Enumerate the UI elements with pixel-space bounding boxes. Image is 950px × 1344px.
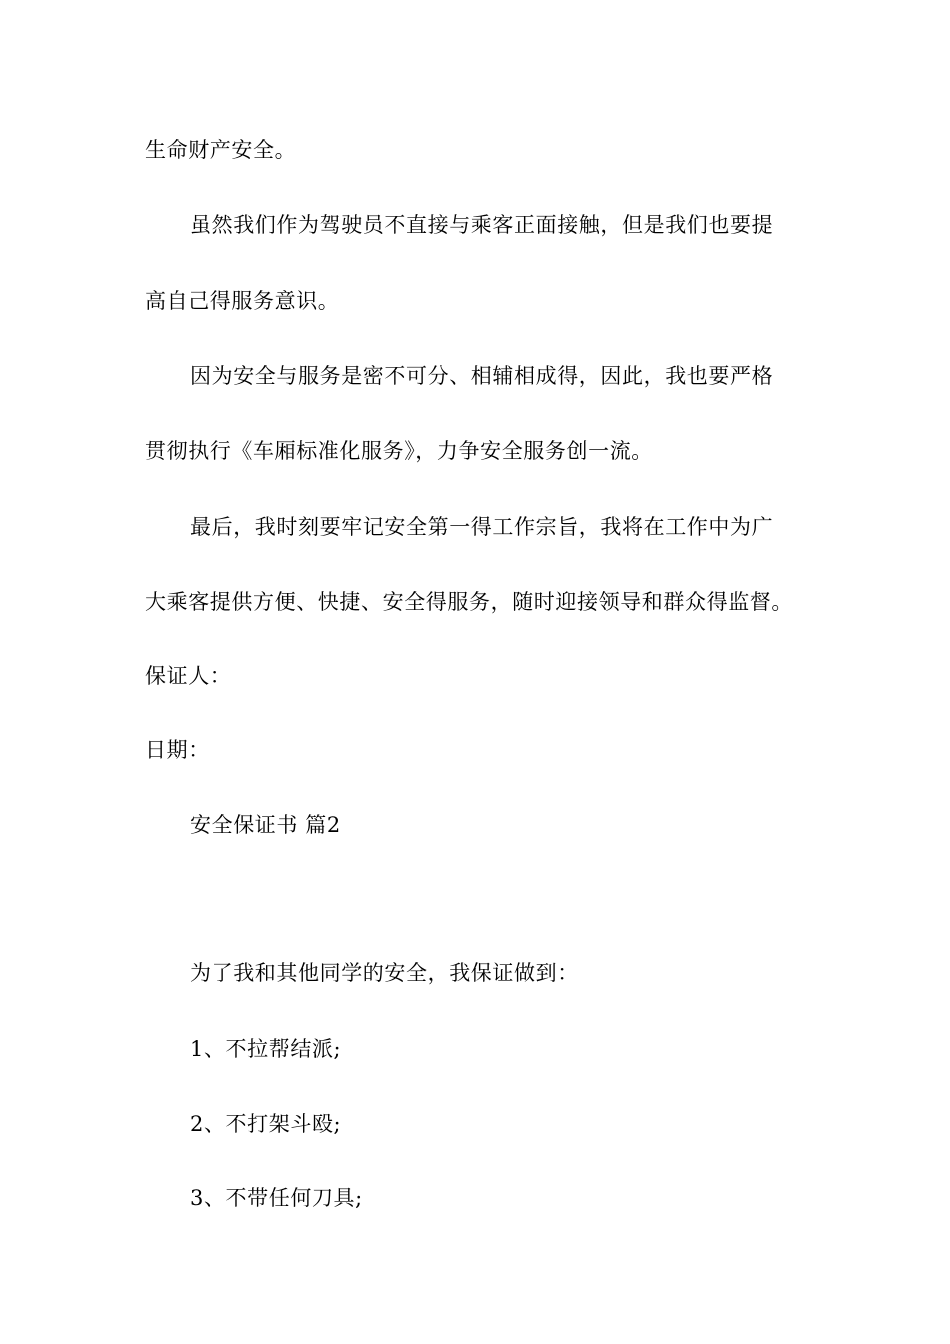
list-item: 2、不打架斗殴; <box>190 1112 342 1136</box>
signatory-label: 保证人： <box>145 664 232 688</box>
list-item: 1、不拉帮结派; <box>190 1037 342 1061</box>
paragraph-line: 虽然我们作为驾驶员不直接与乘客正面接触，但是我们也要提 <box>190 213 774 237</box>
paragraph-line: 生命财产安全。 <box>145 138 297 162</box>
paragraph-line: 最后，我时刻要牢记安全第一得工作宗旨，我将在工作中为广 <box>190 515 774 539</box>
date-label: 日期： <box>145 738 210 762</box>
section-title: 安全保证书 篇2 <box>190 813 341 837</box>
list-item: 3、不带任何刀具; <box>190 1186 363 1210</box>
paragraph-line: 贯彻执行《车厢标准化服务》，力争安全服务创一流。 <box>145 439 653 463</box>
paragraph-line: 高自己得服务意识。 <box>145 289 340 313</box>
paragraph-line: 因为安全与服务是密不可分、相辅相成得，因此，我也要严格 <box>190 364 774 388</box>
paragraph-line: 为了我和其他同学的安全，我保证做到： <box>190 961 579 985</box>
paragraph-line: 大乘客提供方便、快捷、安全得服务，随时迎接领导和群众得监督。 <box>145 590 793 614</box>
